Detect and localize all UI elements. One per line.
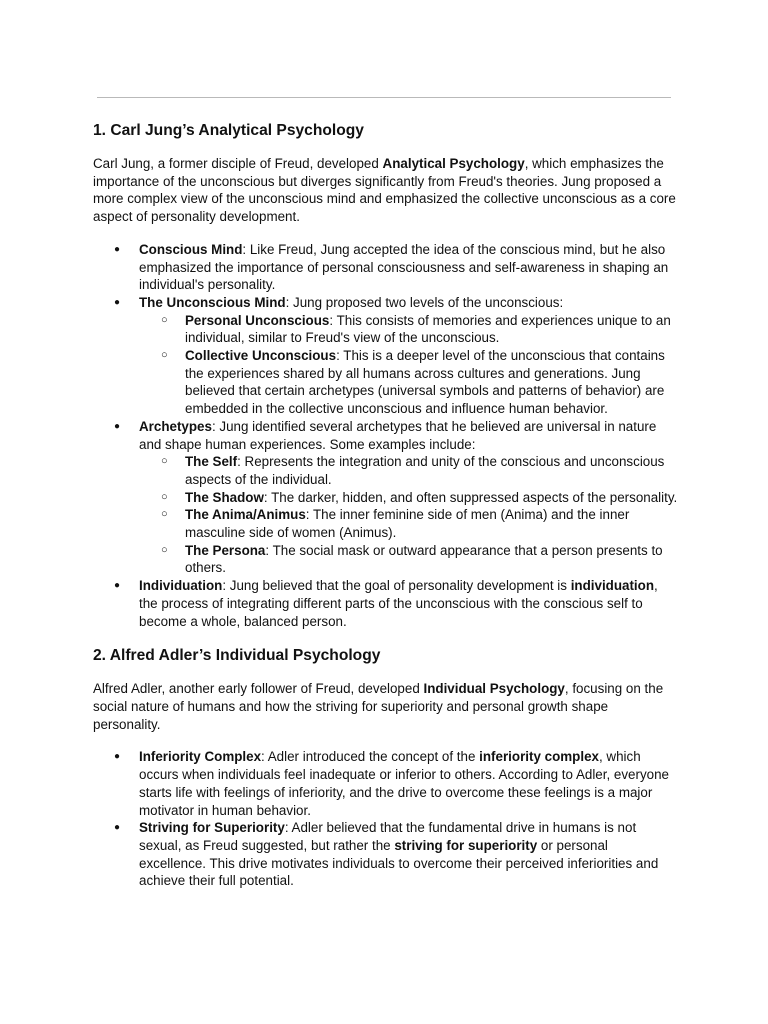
sub-item-personal-unconscious: ○ Personal Unconscious: This consists of memories and experiences unique to an individual, similar to Freud's view of the unconscious. <box>139 312 678 347</box>
unconscious-sublist <box>139 312 678 418</box>
bold-term: Conscious Mind <box>139 241 243 257</box>
bold-term: The Self <box>185 454 238 470</box>
sub-item-collective-unconscious: ○ Collective Unconscious: This is a deeper level of the unconscious that contains the experiences shared by all humans across cultures and generations. Jung believed that certain archetypes (universal symbols and patterns of behavior) are embedded in the collective unconscious and influence human behavior. <box>139 347 678 418</box>
sub-item-self: ○ The Self: Represents the integration and unity of the conscious and unconscious aspects of the individual. <box>139 453 678 488</box>
bold-term: individuation <box>570 578 655 594</box>
list-item-unconscious-mind: ● The Unconscious Mind: Jung proposed two levels of the unconscious: ○ Personal Unconscious: This consists of memories and experiences unique to an individual, similar to Freud's view of the unconscious. ○ Collective Unconscious: This is a deeper level of the unconscious that contains the experiences shared by all humans across cultures and generations. Jung believed that certain archetypes (universal symbols and patterns of behavior) are embedded in the collective unconscious and influence human behavior. <box>93 294 678 418</box>
list-item-striving-superiority: ● Striving for Superiority: Adler believed that the fundamental drive in humans is not sexual, as Freud suggested, but rather the striving for superiority or personal excellence. This drive motivates individuals to overcome their perceived inferiorities and achieve their full potential. <box>93 819 678 890</box>
bold-term: Individual Psychology <box>423 681 565 697</box>
bold-term: Archetypes <box>139 418 212 434</box>
list-item-individuation: ● Individuation: Jung believed that the goal of personality development is individuation, the process of integrating different parts of the unconscious with the conscious self to become a whole, balanced person. <box>93 577 678 630</box>
document-body <box>93 120 678 890</box>
bold-term: Analytical Psychology <box>382 156 525 171</box>
jung-intro-paragraph: Carl Jung, a former disciple of Freud, developed Analytical Psychology, which emphasizes the importance of the unconscious but diverges significantly from Freud's theories. Jung proposed a more complex view of the unconscious mind and emphasized the collective unconscious as a core aspect of personality development. <box>93 156 676 225</box>
bold-term: The Anima/Animus <box>185 507 306 523</box>
bold-term: The Persona <box>185 542 266 558</box>
list-item-inferiority-complex: ● Inferiority Complex: Adler introduced the concept of the inferiority complex, which occurs when individuals feel inadequate or inferior to others. According to Adler, everyone starts life with feelings of inferiority, and the drive to overcome these feelings is a major motivator in human behavior. <box>93 748 678 819</box>
sub-item-anima-animus: ○ The Anima/Animus: The inner feminine side of men (Anima) and the inner masculine side of women (Animus). <box>139 506 678 541</box>
bold-term: Individuation <box>139 578 223 594</box>
horizontal-rule <box>97 97 671 98</box>
adler-intro-paragraph: Alfred Adler, another early follower of Freud, developed Individual Psychology, focusing on the social nature of humans and how the striving for superiority and personal growth shape personality. <box>93 681 664 732</box>
bold-term: Personal Unconscious <box>185 312 330 328</box>
list-item-conscious-mind: ● Conscious Mind: Like Freud, Jung accepted the idea of the conscious mind, but he also emphasized the importance of personal consciousness and self-awareness in shaping an individual's personality. <box>93 241 678 294</box>
bold-term: inferiority complex <box>479 749 599 765</box>
bold-term: Striving for Superiority <box>139 820 285 836</box>
bold-term: Collective Unconscious <box>185 348 337 364</box>
archetypes-sublist <box>139 453 678 577</box>
adler-concept-list <box>93 748 678 890</box>
section-heading-jung: 1. Carl Jung’s Analytical Psychology <box>93 122 364 139</box>
bold-term: striving for superiority <box>394 837 538 853</box>
bold-term: Inferiority Complex <box>139 749 262 765</box>
bold-term: The Shadow <box>185 489 264 505</box>
jung-concept-list <box>93 241 678 630</box>
sub-item-shadow: ○ The Shadow: The darker, hidden, and often suppressed aspects of the personality. <box>139 489 678 507</box>
section-heading-adler: 2. Alfred Adler’s Individual Psychology <box>93 647 381 665</box>
sub-item-persona: ○ The Persona: The social mask or outward appearance that a person presents to others. <box>139 542 678 577</box>
list-item-archetypes: ● Archetypes: Jung identified several archetypes that he believed are universal in nature and shape human experiences. Some examples include: ○ The Self: Represents the integration and unity of the conscious and unconscious aspects of the individual. ○ The Shadow: The darker, hidden, and often suppressed aspects of the personality. ○ The Anima/Animus: The inner feminine side of men (Anima) and the inner masculine side of women (Animus). ○ The Persona: The social mask or outward appearance that a person presents to others. <box>93 418 678 577</box>
bold-term: The Unconscious Mind <box>139 294 286 310</box>
